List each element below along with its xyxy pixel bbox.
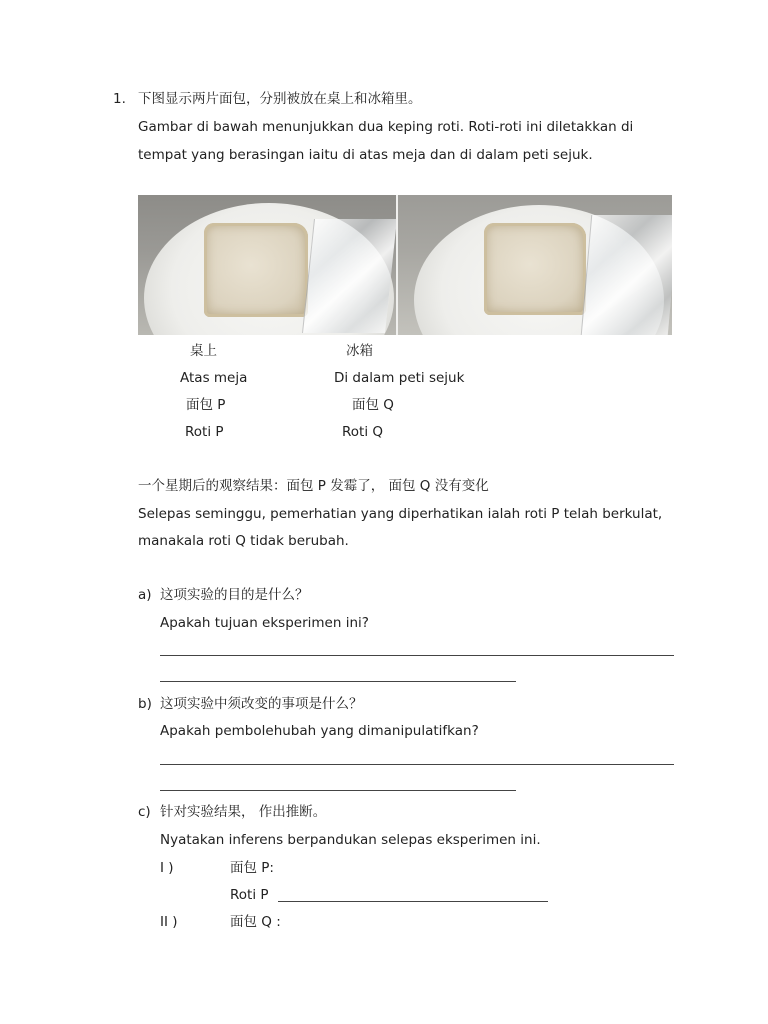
part-c-ii-zh: 面包 Q : xyxy=(230,914,281,930)
question-text-ms-line2: tempat yang berasingan iaitu di atas meja dan di dalam peti sejuk. xyxy=(138,147,593,163)
part-c-i-marker: I ) xyxy=(160,860,174,876)
label-table-ms: Atas meja xyxy=(180,370,248,386)
label-fridge-zh: 冰箱 xyxy=(346,343,373,359)
part-a-marker: a) xyxy=(138,587,152,603)
part-b-zh: 这项实验中须改变的事项是什么？ xyxy=(160,696,363,712)
part-a-answer-line-2[interactable] xyxy=(160,681,516,682)
bread-photo-fridge xyxy=(398,195,672,335)
part-c-ms: Nyatakan inferens berpandukan selepas eksperimen ini. xyxy=(160,832,541,848)
part-c-zh: 针对实验结果， 作出推断。 xyxy=(160,804,327,820)
observation-zh: 一个星期后的观察结果：面包 P 发霉了， 面包 Q 没有变化 xyxy=(138,478,489,494)
part-b-marker: b) xyxy=(138,696,152,712)
part-b-ms: Apakah pembolehubah yang dimanipulatifkan? xyxy=(160,723,479,739)
part-b-answer-line-1[interactable] xyxy=(160,764,674,765)
bread-photo xyxy=(138,195,672,335)
question-number: 1. xyxy=(113,91,126,107)
label-table-zh: 桌上 xyxy=(190,343,217,359)
bread-slice-q xyxy=(484,223,586,315)
part-c-i-zh: 面包 P: xyxy=(230,860,274,876)
plastic-bag-right xyxy=(581,215,672,335)
part-b-answer-line-2[interactable] xyxy=(160,790,516,791)
label-bread-q-zh: 面包 Q xyxy=(352,397,394,413)
part-c-ii-marker: II ) xyxy=(160,914,178,930)
part-c-i-ms: Roti P xyxy=(230,887,269,903)
plastic-bag-left xyxy=(302,219,397,333)
question-text-ms-line1: Gambar di bawah menunjukkan dua keping roti. Roti-roti ini diletakkan di xyxy=(138,119,634,135)
question-text-zh: 下图显示两片面包，分别被放在桌上和冰箱里。 xyxy=(138,91,422,107)
bread-photo-table xyxy=(138,195,398,335)
label-fridge-ms: Di dalam peti sejuk xyxy=(334,370,465,386)
part-c-i-answer-line[interactable] xyxy=(278,901,548,902)
label-bread-q-ms: Roti Q xyxy=(342,424,383,440)
label-bread-p-ms: Roti P xyxy=(185,424,224,440)
part-a-ms: Apakah tujuan eksperimen ini? xyxy=(160,615,369,631)
observation-ms-line1: Selepas seminggu, pemerhatian yang diperhatikan ialah roti P telah berkulat, xyxy=(138,506,663,522)
label-bread-p-zh: 面包 P xyxy=(186,397,226,413)
part-c-marker: c) xyxy=(138,804,151,820)
part-a-answer-line-1[interactable] xyxy=(160,655,674,656)
part-a-zh: 这项实验的目的是什么？ xyxy=(160,587,309,603)
observation-ms-line2: manakala roti Q tidak berubah. xyxy=(138,533,349,549)
bread-slice-p xyxy=(204,223,308,317)
